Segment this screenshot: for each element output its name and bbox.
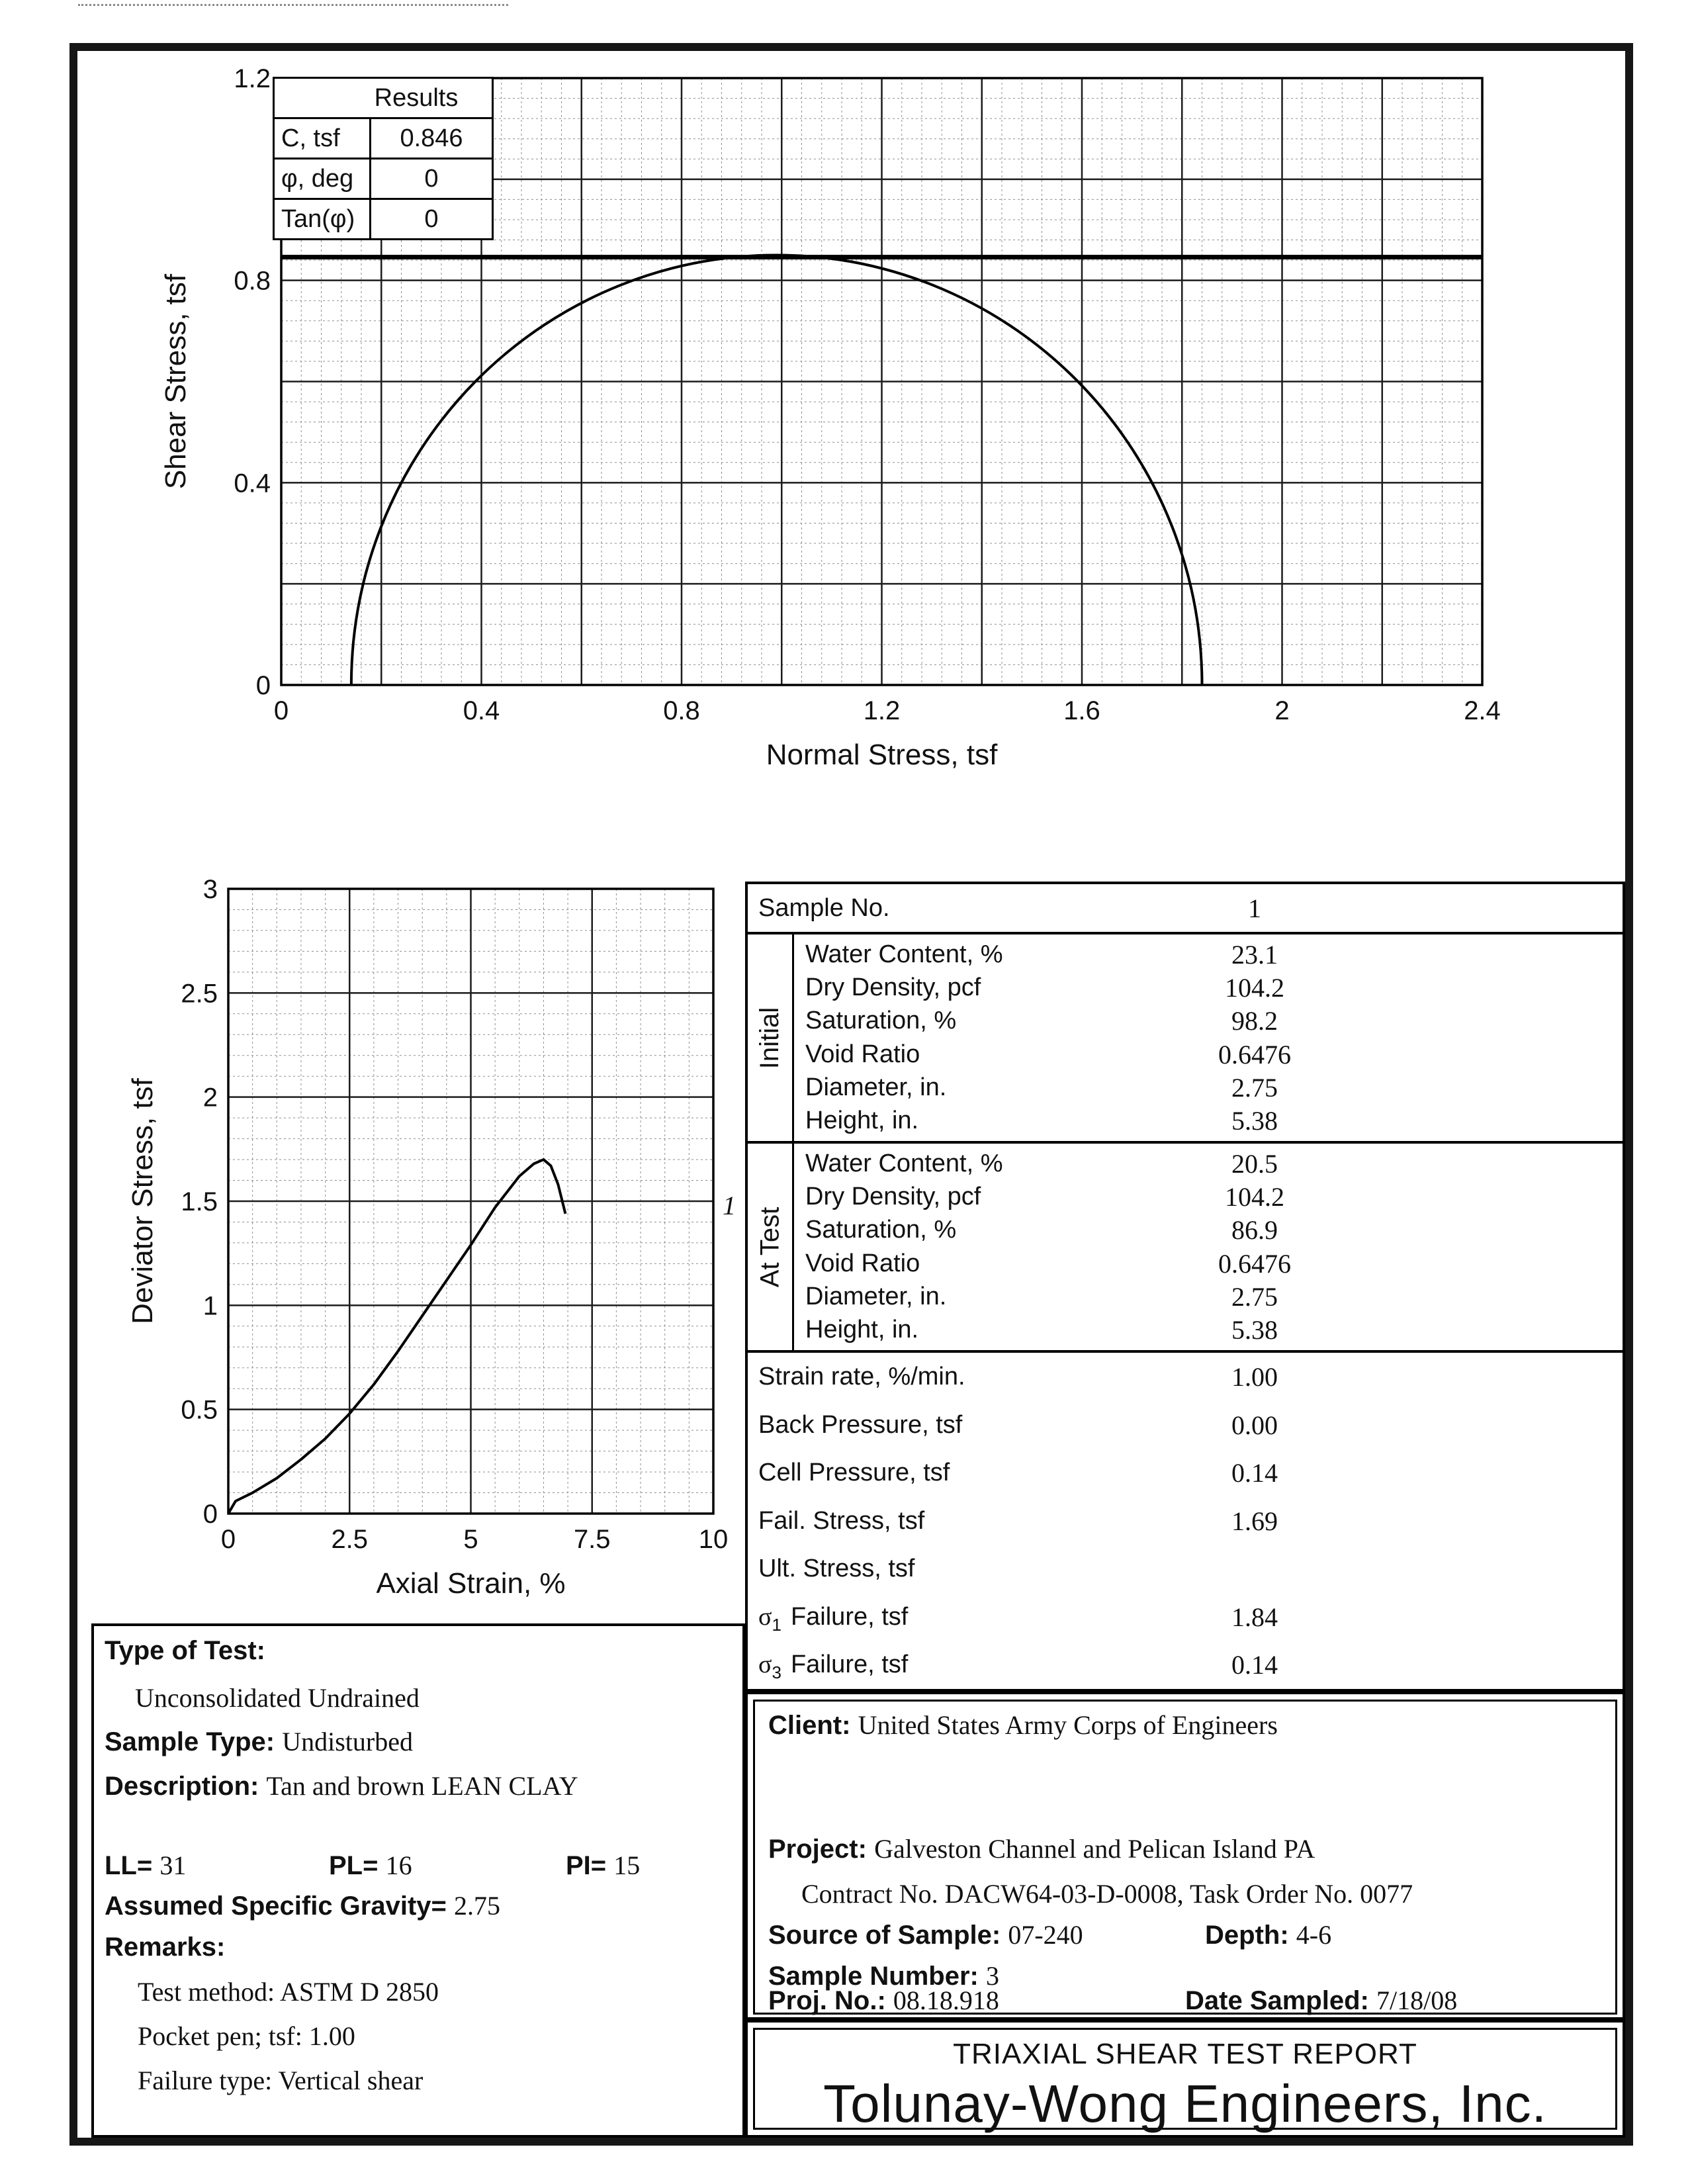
table-row-ult-stress: Ult. Stress, tsf <box>758 1554 915 1582</box>
type-of-test-value: Unconsolidated Undrained <box>135 1683 420 1713</box>
sample-number-value: 3 <box>985 1961 999 1991</box>
company-name: Tolunay-Wong Engineers, Inc. <box>823 2074 1547 2133</box>
projno-date-row <box>755 1985 1615 2016</box>
svg-text:0.4: 0.4 <box>234 469 271 498</box>
results-header-row <box>274 78 493 118</box>
svg-text:0: 0 <box>202 1500 218 1529</box>
curve-label-1: 1 <box>723 1191 736 1220</box>
svg-text:0: 0 <box>273 696 289 725</box>
table-row: Height, in. 5.38 <box>805 1106 1278 1136</box>
report-title: TRIAXIAL SHEAR TEST REPORT <box>953 2038 1417 2070</box>
svg-text:2.5: 2.5 <box>331 1525 369 1554</box>
table-row: Void Ratio 0.6476 <box>805 1039 1291 1069</box>
remark-line: Failure type: Vertical shear <box>138 2066 424 2095</box>
project-info-inner <box>753 1700 1617 2015</box>
sample-no-label: Sample No. <box>758 893 890 922</box>
svg-text:Axial Strain, %: Axial Strain, % <box>376 1567 566 1600</box>
sample-type-value: Undisturbed <box>282 1727 413 1756</box>
table-row: Diameter, in. 2.75 <box>805 1282 1278 1312</box>
project-value: Galveston Channel and Pelican Island PA <box>874 1834 1315 1864</box>
sample-number-label: Sample Number: <box>768 1962 979 1991</box>
results-row-c <box>274 118 493 159</box>
svg-text:7.5: 7.5 <box>573 1525 611 1554</box>
table-row: Water Content, % 23.1 <box>805 939 1278 970</box>
ll-item: LL= 31 <box>105 1850 187 1880</box>
table-row-fail-stress: Fail. Stress, tsf 1.69 <box>758 1506 1278 1536</box>
table-row-sigma3: σ $_3$ Failure, tsf 0.14 <box>758 1649 1278 1682</box>
scan-artifact-line <box>78 4 508 6</box>
proj-no-label: Proj. No.: <box>768 1986 886 2015</box>
svg-text:5: 5 <box>463 1525 478 1554</box>
table-row: Height, in. 5.38 <box>805 1315 1278 1345</box>
table-row-back-pressure: Back Pressure, tsf 0.00 <box>758 1410 1278 1440</box>
table-row: Dry Density, pcf 104.2 <box>805 972 1284 1003</box>
source-value: 07-240 <box>1008 1920 1083 1950</box>
title-block <box>745 2020 1625 2138</box>
results-label-tanphi: Tan(φ) <box>274 199 371 240</box>
project-row <box>755 1833 1615 1864</box>
svg-text:3: 3 <box>202 875 218 904</box>
source-depth-row <box>755 1919 1615 1950</box>
date-sampled-item: Date Sampled: 7/18/08 <box>1185 1985 1458 2015</box>
description-row <box>94 1770 742 1801</box>
results-value-phi: 0 <box>371 159 493 199</box>
svg-text:0.8: 0.8 <box>234 266 271 296</box>
source-label: Source of Sample: <box>768 1921 1001 1950</box>
specific-gravity-value: 2.75 <box>454 1891 501 1921</box>
initial-group <box>748 934 1623 1144</box>
client-label: Client: <box>768 1711 851 1740</box>
sample-table <box>745 882 1625 1692</box>
results-table <box>273 77 494 240</box>
svg-text:Shear Stress, tsf: Shear Stress, tsf <box>159 273 192 490</box>
pi-item: PI= 15 <box>566 1850 641 1880</box>
svg-text:1.2: 1.2 <box>863 696 901 725</box>
table-row: Dry Density, pcf 104.2 <box>805 1181 1284 1212</box>
results-header: Results <box>274 78 493 118</box>
table-row-sigma1: σ $_1$ Failure, tsf 1.84 <box>758 1602 1278 1635</box>
table-row-cell-pressure: Cell Pressure, tsf 0.14 <box>758 1457 1278 1488</box>
svg-text:Deviator Stress, tsf: Deviator Stress, tsf <box>126 1078 159 1324</box>
specific-gravity-row <box>94 1890 742 1921</box>
at-test-group-label: At Test <box>748 1144 794 1350</box>
type-of-test-label: Type of Test: <box>105 1636 265 1665</box>
sigma-symbol: σ <box>758 1603 772 1631</box>
contract-row: Contract No. DACW64-03-D-0008, Task Order No. 0077 <box>801 1879 1413 1909</box>
sample-no-value: 1 <box>1248 893 1261 923</box>
svg-text:1: 1 <box>202 1291 218 1321</box>
svg-text:2.5: 2.5 <box>181 979 218 1009</box>
remark-line: Pocket pen; tsf: 1.00 <box>138 2021 355 2051</box>
pl-item: PL= 16 <box>329 1850 412 1880</box>
sample-no-row <box>748 884 1623 934</box>
svg-text:0: 0 <box>220 1525 236 1554</box>
table-row-strain-rate: Strain rate, %/min. 1.00 <box>758 1361 1278 1392</box>
svg-text:1.6: 1.6 <box>1063 696 1100 725</box>
client-row <box>755 1709 1615 1741</box>
results-label-phi: φ, deg <box>274 159 371 199</box>
results-value-c: 0.846 <box>371 118 493 159</box>
svg-text:2: 2 <box>1274 696 1290 725</box>
sigma-symbol: σ <box>758 1651 772 1678</box>
table-row: Void Ratio 0.6476 <box>805 1248 1291 1279</box>
results-label-c: C, tsf <box>274 118 371 159</box>
table-row: Diameter, in. 2.75 <box>805 1073 1278 1103</box>
title-block-inner <box>753 2028 1617 2133</box>
svg-text:Normal Stress, tsf: Normal Stress, tsf <box>766 739 998 771</box>
proj-no-value: 08.18.918 <box>893 1985 999 2015</box>
sample-type-row <box>94 1726 742 1757</box>
stress-strain-chart <box>106 875 729 1646</box>
at-test-rows <box>796 1147 1623 1347</box>
table-row: Water Content, % 20.5 <box>805 1148 1278 1179</box>
results-row-phi <box>274 159 493 199</box>
svg-text:10: 10 <box>698 1525 729 1554</box>
svg-text:2.4: 2.4 <box>1464 696 1501 725</box>
svg-text:1.5: 1.5 <box>181 1187 218 1216</box>
svg-text:1.2: 1.2 <box>234 64 271 93</box>
remarks-label: Remarks: <box>105 1933 226 1962</box>
description-label: Description: <box>105 1772 259 1801</box>
at-test-group <box>748 1144 1623 1353</box>
specific-gravity-label: Assumed Specific Gravity= <box>105 1891 447 1921</box>
results-value-tanphi: 0 <box>371 199 493 240</box>
sample-type-label: Sample Type: <box>105 1727 275 1756</box>
svg-text:0.4: 0.4 <box>463 696 500 725</box>
table-row: Saturation, % 86.9 <box>805 1215 1278 1246</box>
test-info-panel <box>91 1623 745 2138</box>
initial-rows <box>796 938 1623 1138</box>
svg-text:0: 0 <box>255 671 271 700</box>
project-label: Project: <box>768 1835 867 1864</box>
results-row-tanphi <box>274 199 493 240</box>
svg-text:2: 2 <box>202 1083 218 1113</box>
svg-text:0.5: 0.5 <box>181 1395 218 1425</box>
client-value: United States Army Corps of Engineers <box>858 1710 1278 1740</box>
depth-item: Depth: 4-6 <box>1205 1920 1332 1950</box>
description-value: Tan and brown LEAN CLAY <box>266 1771 578 1801</box>
remark-line: Test method: ASTM D 2850 <box>138 1977 439 2007</box>
svg-text:0.8: 0.8 <box>663 696 700 725</box>
table-row: Saturation, % 98.2 <box>805 1006 1278 1036</box>
project-info-panel <box>745 1692 1625 2020</box>
initial-group-label: Initial <box>748 934 794 1141</box>
